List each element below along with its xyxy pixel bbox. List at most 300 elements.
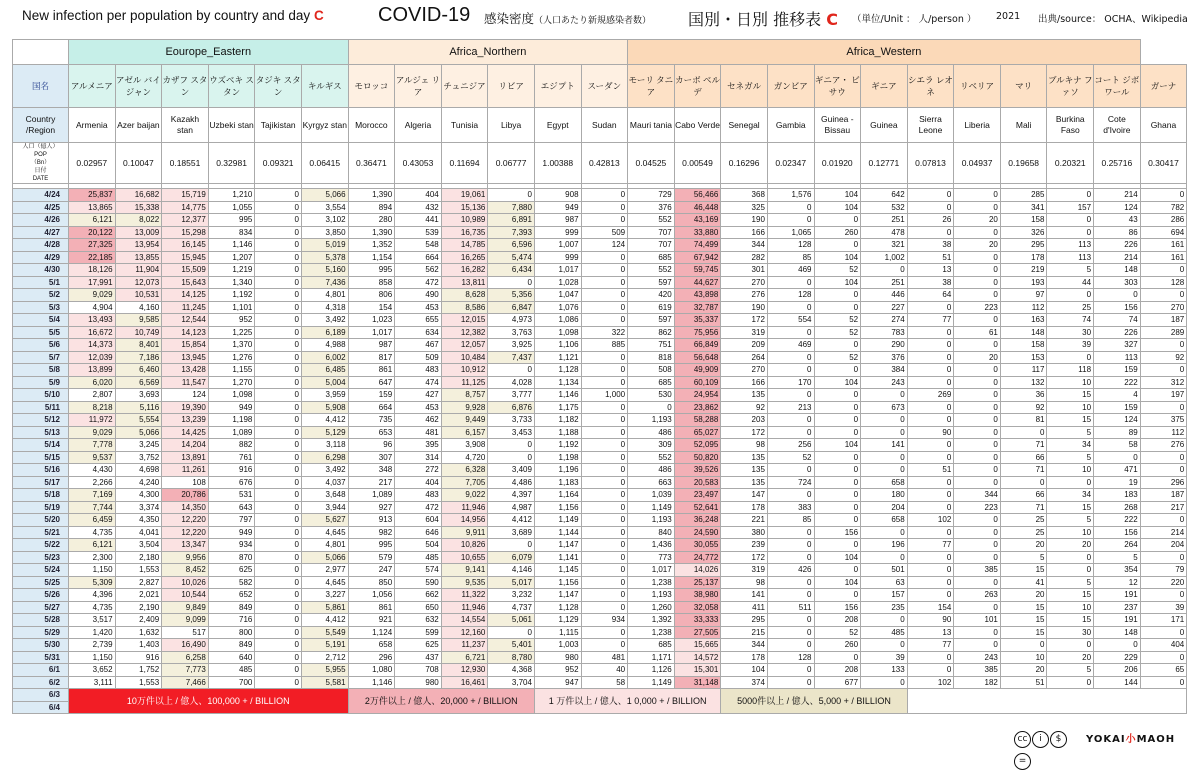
value-cell: 376 <box>861 351 908 364</box>
table-row <box>13 264 1187 277</box>
value-cell: 385 <box>954 564 1001 577</box>
value-cell: 34 <box>1047 489 1094 502</box>
value-cell: 12 <box>1094 576 1141 589</box>
population-value: 0.36471 <box>348 143 395 184</box>
value-cell: 10 <box>1047 464 1094 477</box>
value-cell: 16,282 <box>441 264 488 277</box>
value-cell: 12,220 <box>162 526 209 539</box>
value-cell: 290 <box>861 339 908 352</box>
value-cell: 662 <box>395 589 442 602</box>
value-cell: 501 <box>861 564 908 577</box>
corner-date-line2: DATE <box>32 176 49 182</box>
value-cell: 5,017 <box>488 576 535 589</box>
value-cell: 243 <box>954 651 1001 664</box>
infection-table <box>12 39 1187 714</box>
value-cell: 64 <box>907 289 954 302</box>
date-cell: 5/24 <box>13 564 69 577</box>
value-cell: 12,220 <box>162 514 209 527</box>
date-cell: 6/3 <box>13 689 69 702</box>
value-cell: 0 <box>861 614 908 627</box>
value-cell: 0 <box>581 264 628 277</box>
table-row <box>13 301 1187 314</box>
value-cell: 15,136 <box>441 201 488 214</box>
nc-icon: $ <box>1050 731 1067 748</box>
value-cell: 25,837 <box>69 189 116 202</box>
value-cell: 5,066 <box>115 426 162 439</box>
value-cell: 190 <box>721 214 768 227</box>
value-cell: 0 <box>581 426 628 439</box>
table-row <box>13 214 1187 227</box>
date-cell: 5/31 <box>13 651 69 664</box>
value-cell: 462 <box>395 414 442 427</box>
value-cell: 0 <box>581 201 628 214</box>
value-cell: 420 <box>628 289 675 302</box>
value-cell: 132 <box>1000 376 1047 389</box>
value-cell: 858 <box>348 276 395 289</box>
value-cell: 10,912 <box>441 364 488 377</box>
value-cell: 0 <box>1047 564 1094 577</box>
value-cell: 0 <box>814 414 861 427</box>
value-cell: 1,128 <box>534 601 581 614</box>
value-cell: 321 <box>861 239 908 252</box>
value-cell: 13,493 <box>69 314 116 327</box>
date-cell: 5/14 <box>13 439 69 452</box>
value-cell: 861 <box>348 601 395 614</box>
value-cell: 251 <box>861 276 908 289</box>
value-cell: 1,576 <box>767 189 814 202</box>
value-cell: 161 <box>1140 239 1187 252</box>
value-cell: 5 <box>1047 426 1094 439</box>
value-cell: 9,022 <box>441 489 488 502</box>
value-cell: 24,590 <box>674 526 721 539</box>
value-cell: 0 <box>255 501 302 514</box>
value-cell: 20,122 <box>69 226 116 239</box>
population-value: 0.30417 <box>1140 143 1187 184</box>
value-cell: 486 <box>628 464 675 477</box>
value-cell: 187 <box>1140 314 1187 327</box>
value-cell: 104 <box>721 664 768 677</box>
value-cell: 0 <box>814 476 861 489</box>
value-cell: 0 <box>581 364 628 377</box>
value-cell: 0 <box>581 214 628 227</box>
value-cell: 180 <box>861 489 908 502</box>
value-cell: 13,865 <box>69 201 116 214</box>
value-cell: 3,102 <box>301 214 348 227</box>
value-cell: 1,260 <box>628 601 675 614</box>
value-cell: 446 <box>861 289 908 302</box>
corner-pop-line1: 人口（億人） <box>22 144 59 150</box>
year-label: 2021 <box>996 11 1021 22</box>
value-cell: 0 <box>814 239 861 252</box>
value-cell: 13,891 <box>162 451 209 464</box>
value-cell: 20 <box>954 214 1001 227</box>
value-cell: 0 <box>255 464 302 477</box>
value-cell: 269 <box>907 389 954 402</box>
value-cell: 85 <box>767 251 814 264</box>
value-cell: 5,061 <box>488 614 535 627</box>
value-cell: 694 <box>1140 226 1187 239</box>
value-cell: 707 <box>628 226 675 239</box>
country-name-jp: タジキ スタン <box>255 65 302 108</box>
cc-icon: cc <box>1014 731 1031 748</box>
value-cell: 0 <box>814 389 861 402</box>
value-cell: 16,735 <box>441 226 488 239</box>
value-cell: 156 <box>814 601 861 614</box>
table-row <box>13 576 1187 589</box>
value-cell: 4,028 <box>488 376 535 389</box>
value-cell: 995 <box>208 214 255 227</box>
value-cell: 0 <box>954 576 1001 589</box>
value-cell: 532 <box>861 201 908 214</box>
value-cell: 8,628 <box>441 289 488 302</box>
value-cell: 20 <box>954 239 1001 252</box>
value-cell: 453 <box>395 401 442 414</box>
value-cell: 6,485 <box>301 364 348 377</box>
value-cell: 1,188 <box>534 426 581 439</box>
value-cell: 191 <box>1094 589 1141 602</box>
value-cell: 276 <box>1140 439 1187 452</box>
value-cell: 0 <box>954 389 1001 402</box>
value-cell: 9,099 <box>162 614 209 627</box>
value-cell: 1,150 <box>69 651 116 664</box>
value-cell: 11,547 <box>162 376 209 389</box>
value-cell: 113 <box>1047 239 1094 252</box>
value-cell: 25 <box>1000 526 1047 539</box>
value-cell: 104 <box>814 576 861 589</box>
value-cell: 0 <box>954 439 1001 452</box>
value-cell: 934 <box>208 539 255 552</box>
value-cell: 15 <box>1000 626 1047 639</box>
date-cell: 5/28 <box>13 614 69 627</box>
country-name-jp: コート ジボワール <box>1094 65 1141 108</box>
value-cell: 13 <box>907 264 954 277</box>
value-cell: 0 <box>767 276 814 289</box>
value-cell: 0 <box>255 601 302 614</box>
value-cell: 13,945 <box>162 351 209 364</box>
value-cell: 1,553 <box>115 676 162 689</box>
table-row <box>13 601 1187 614</box>
value-cell: 481 <box>581 651 628 664</box>
table-row <box>13 639 1187 652</box>
value-cell: 1,436 <box>628 539 675 552</box>
population-value: 0.12771 <box>861 143 908 184</box>
value-cell: 483 <box>395 364 442 377</box>
value-cell: 490 <box>395 289 442 302</box>
value-cell: 66,849 <box>674 339 721 352</box>
value-cell: 39 <box>1047 339 1094 352</box>
date-cell: 5/8 <box>13 364 69 377</box>
value-cell: 1,089 <box>208 426 255 439</box>
value-cell: 282 <box>721 251 768 264</box>
value-cell: 0 <box>255 226 302 239</box>
value-cell: 404 <box>395 476 442 489</box>
value-cell: 144 <box>1094 676 1141 689</box>
value-cell: 472 <box>395 501 442 514</box>
country-name-en: Tajikistan <box>255 108 302 143</box>
value-cell: 2,300 <box>69 551 116 564</box>
value-cell: 1,210 <box>208 189 255 202</box>
value-cell: 13,954 <box>115 239 162 252</box>
value-cell: 0 <box>861 414 908 427</box>
value-cell: 219 <box>1000 264 1047 277</box>
value-cell: 92 <box>1140 351 1187 364</box>
value-cell: 0 <box>255 526 302 539</box>
value-cell: 214 <box>1094 189 1141 202</box>
value-cell: 0 <box>954 414 1001 427</box>
value-cell: 655 <box>395 314 442 327</box>
value-cell: 0 <box>255 639 302 652</box>
value-cell: 0 <box>767 326 814 339</box>
value-cell: 6,847 <box>488 301 535 314</box>
value-cell: 20,583 <box>674 476 721 489</box>
value-cell: 312 <box>1140 376 1187 389</box>
population-value: 1.00388 <box>534 143 581 184</box>
value-cell: 22,185 <box>69 251 116 264</box>
value-cell: 0 <box>255 589 302 602</box>
value-cell: 295 <box>721 614 768 627</box>
value-cell: 0 <box>861 264 908 277</box>
value-cell: 0 <box>767 539 814 552</box>
value-cell: 1,192 <box>534 439 581 452</box>
value-cell: 562 <box>395 264 442 277</box>
value-cell: 23,497 <box>674 489 721 502</box>
value-cell: 156 <box>1094 526 1141 539</box>
value-cell: 85 <box>767 514 814 527</box>
value-cell: 20 <box>1000 589 1047 602</box>
value-cell: 0 <box>255 289 302 302</box>
date-cell: 5/21 <box>13 526 69 539</box>
value-cell: 4,318 <box>301 301 348 314</box>
value-cell: 0 <box>1140 289 1187 302</box>
value-cell: 995 <box>348 539 395 552</box>
date-cell: 5/10 <box>13 389 69 402</box>
value-cell: 5 <box>1047 514 1094 527</box>
value-cell: 11,322 <box>441 589 488 602</box>
value-cell: 239 <box>721 539 768 552</box>
value-cell: 10 <box>1047 601 1094 614</box>
country-name-jp: アルメニア <box>69 65 116 108</box>
country-name-jp: モーリ タニア <box>628 65 675 108</box>
value-cell: 209 <box>721 339 768 352</box>
table-row <box>13 289 1187 302</box>
value-cell: 2,739 <box>69 639 116 652</box>
value-cell: 921 <box>348 614 395 627</box>
value-cell: 4,160 <box>115 301 162 314</box>
date-cell: 6/4 <box>13 701 69 714</box>
value-cell: 474 <box>395 376 442 389</box>
value-cell: 530 <box>628 389 675 402</box>
value-cell: 104 <box>814 551 861 564</box>
population-value: 0.19658 <box>1000 143 1047 184</box>
country-name-jp: カザフ スタン <box>162 65 209 108</box>
table-row <box>13 364 1187 377</box>
table-row <box>13 426 1187 439</box>
value-cell: 653 <box>348 426 395 439</box>
cc-license-badges <box>1014 726 1084 766</box>
value-cell: 0 <box>907 351 954 364</box>
value-cell: 16,490 <box>162 639 209 652</box>
value-cell: 1,144 <box>534 526 581 539</box>
value-cell: 344 <box>954 489 1001 502</box>
legend-item-1: 10万件以上 / 億人、100,000 + / BILLION <box>69 689 349 714</box>
source-label: 出典/source： OCHA、Wikipedia <box>1038 14 1188 25</box>
value-cell: 223 <box>954 301 1001 314</box>
date-cell: 5/12 <box>13 414 69 427</box>
value-cell: 380 <box>721 526 768 539</box>
value-cell: 104 <box>814 201 861 214</box>
population-value: 0.01920 <box>814 143 861 184</box>
title-jp2: 国別・日別 推移表 C <box>688 10 838 29</box>
value-cell: 0 <box>814 489 861 502</box>
value-cell: 590 <box>395 576 442 589</box>
date-cell: 4/29 <box>13 251 69 264</box>
value-cell: 6,891 <box>488 214 535 227</box>
value-cell: 1,089 <box>348 489 395 502</box>
value-cell: 676 <box>208 476 255 489</box>
value-cell: 10,544 <box>162 589 209 602</box>
value-cell: 1,147 <box>534 589 581 602</box>
value-cell: 485 <box>208 664 255 677</box>
value-cell: 0 <box>954 201 1001 214</box>
value-cell: 9,928 <box>441 401 488 414</box>
table-row <box>13 401 1187 414</box>
date-cell: 5/7 <box>13 351 69 364</box>
value-cell: 303 <box>1094 276 1141 289</box>
value-cell: 13,009 <box>115 226 162 239</box>
value-cell: 92 <box>1000 401 1047 414</box>
value-cell: 664 <box>348 401 395 414</box>
value-cell: 0 <box>814 501 861 514</box>
value-cell: 3,554 <box>301 201 348 214</box>
value-cell: 264 <box>1094 539 1141 552</box>
value-cell: 1,086 <box>534 314 581 327</box>
value-cell: 178 <box>1000 251 1047 264</box>
value-cell: 0 <box>581 576 628 589</box>
value-cell: 1,145 <box>534 564 581 577</box>
value-cell: 0 <box>581 526 628 539</box>
value-cell: 432 <box>395 201 442 214</box>
legend-item-4: 5000件以上 / 億人、5,000 + / BILLION <box>721 689 907 714</box>
value-cell: 77 <box>907 539 954 552</box>
value-cell: 12,039 <box>69 351 116 364</box>
value-cell: 0 <box>1047 351 1094 364</box>
value-cell: 548 <box>395 239 442 252</box>
country-name-jp: ギニア <box>861 65 908 108</box>
value-cell: 0 <box>255 489 302 502</box>
value-cell: 509 <box>395 351 442 364</box>
date-cell: 5/3 <box>13 301 69 314</box>
country-name-jp: スーダン <box>581 65 628 108</box>
population-value: 0.07813 <box>907 143 954 184</box>
value-cell: 208 <box>814 664 861 677</box>
value-cell: 9,029 <box>69 426 116 439</box>
value-cell: 135 <box>721 451 768 464</box>
value-cell: 9,911 <box>441 526 488 539</box>
value-cell: 0 <box>767 389 814 402</box>
value-cell: 2,180 <box>115 551 162 564</box>
value-cell: 25,137 <box>674 576 721 589</box>
value-cell: 12,073 <box>115 276 162 289</box>
value-cell: 319 <box>721 326 768 339</box>
value-cell: 3,763 <box>488 326 535 339</box>
value-cell: 81 <box>1000 414 1047 427</box>
value-cell: 67,942 <box>674 251 721 264</box>
value-cell: 8,586 <box>441 301 488 314</box>
population-value: 0.00549 <box>674 143 721 184</box>
value-cell: 472 <box>395 276 442 289</box>
population-value: 0.06777 <box>488 143 535 184</box>
value-cell: 227 <box>861 301 908 314</box>
table-row <box>13 501 1187 514</box>
value-cell: 0 <box>907 364 954 377</box>
value-cell: 25 <box>1047 301 1094 314</box>
value-cell: 0 <box>767 626 814 639</box>
value-cell: 235 <box>861 601 908 614</box>
value-cell: 0 <box>907 589 954 602</box>
value-cell: 5,116 <box>115 401 162 414</box>
value-cell: 243 <box>861 376 908 389</box>
value-cell: 0 <box>255 426 302 439</box>
value-cell: 50,820 <box>674 451 721 464</box>
value-cell: 30,055 <box>674 539 721 552</box>
value-cell: 1,752 <box>115 664 162 677</box>
value-cell: 6,434 <box>488 264 535 277</box>
value-cell: 4,801 <box>301 539 348 552</box>
value-cell: 10 <box>1047 376 1094 389</box>
value-cell: 74 <box>1047 314 1094 327</box>
value-cell: 0 <box>255 551 302 564</box>
value-cell: 270 <box>721 364 768 377</box>
value-cell: 5,908 <box>301 401 348 414</box>
value-cell: 14,350 <box>162 501 209 514</box>
date-cell: 5/18 <box>13 489 69 502</box>
country-name-en: Algeria <box>395 108 442 143</box>
value-cell: 0 <box>488 276 535 289</box>
value-cell: 172 <box>721 426 768 439</box>
value-cell: 15,719 <box>162 189 209 202</box>
value-cell: 20 <box>1047 651 1094 664</box>
value-cell: 3,227 <box>301 589 348 602</box>
value-cell: 1,076 <box>534 301 581 314</box>
value-cell: 0 <box>581 626 628 639</box>
value-cell: 1,193 <box>628 414 675 427</box>
value-cell: 0 <box>907 651 954 664</box>
value-cell: 166 <box>721 376 768 389</box>
value-cell: 237 <box>1094 601 1141 614</box>
date-cell: 5/25 <box>13 576 69 589</box>
country-name-en: Kazakh stan <box>162 108 209 143</box>
value-cell: 190 <box>721 301 768 314</box>
value-cell: 79 <box>1140 564 1187 577</box>
country-name-jp: ブルキナ ファソ <box>1047 65 1094 108</box>
value-cell: 0 <box>1000 426 1047 439</box>
value-cell: 0 <box>767 414 814 427</box>
value-cell: 619 <box>628 301 675 314</box>
value-cell: 0 <box>954 251 1001 264</box>
value-cell: 385 <box>954 664 1001 677</box>
value-cell: 23,862 <box>674 401 721 414</box>
value-cell: 2,266 <box>69 476 116 489</box>
value-cell: 63 <box>861 576 908 589</box>
value-cell: 17,991 <box>69 276 116 289</box>
value-cell: 14,554 <box>441 614 488 627</box>
value-cell: 56,466 <box>674 189 721 202</box>
value-cell: 1,141 <box>534 551 581 564</box>
value-cell: 260 <box>814 639 861 652</box>
value-cell: 0 <box>907 401 954 414</box>
value-cell: 5,160 <box>301 264 348 277</box>
value-cell: 1,164 <box>534 489 581 502</box>
